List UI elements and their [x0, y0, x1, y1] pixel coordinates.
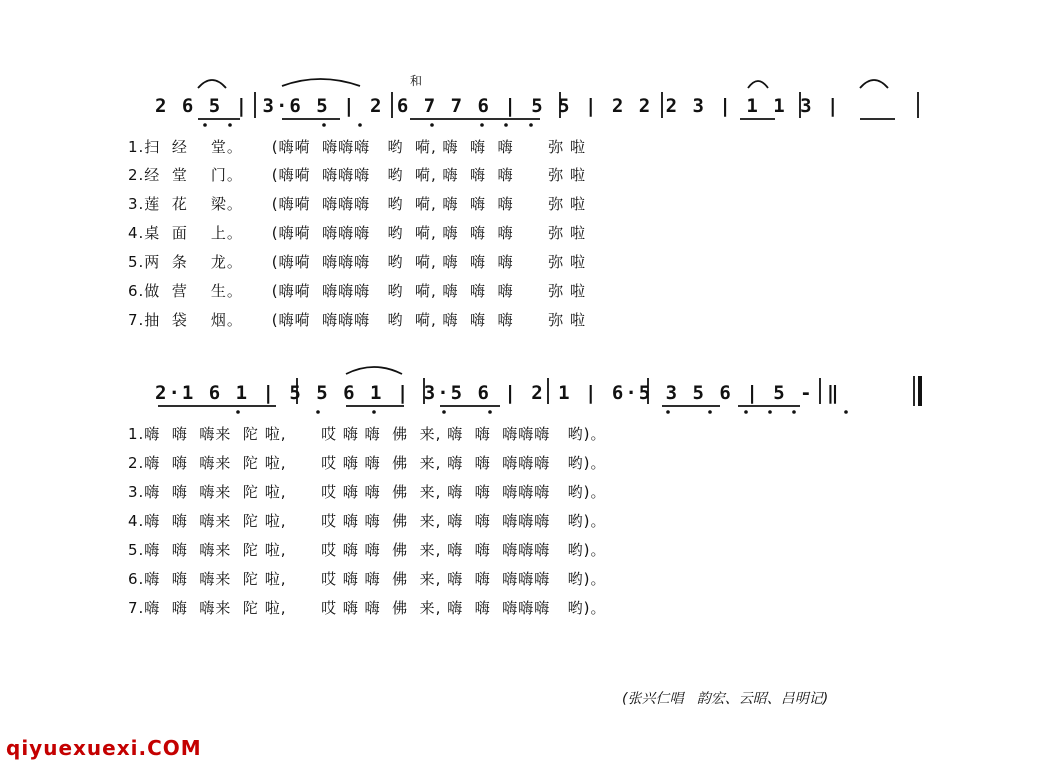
lyric-line: 3.莲 花 梁。 (嗨嗬 嗨嗨嗨 哟 嗬, 嗨 嗨 嗨 弥 啦 [128, 195, 586, 213]
octave-dot [768, 410, 772, 414]
lyric-line: 1.嗨 嗨 嗨来 陀 啦, 哎 嗨 嗨 佛 来, 嗨 嗨 嗨嗨嗨 哟)。 [128, 425, 607, 443]
octave-dot [744, 410, 748, 414]
slur-mark [748, 81, 768, 88]
slur-mark [282, 79, 360, 86]
octave-dot [372, 410, 376, 414]
octave-dot [322, 123, 326, 127]
lyric-line: 2.嗨 嗨 嗨来 陀 啦, 哎 嗨 嗨 佛 来, 嗨 嗨 嗨嗨嗨 哟)。 [128, 454, 607, 472]
slur-mark [346, 367, 402, 374]
octave-dot [792, 410, 796, 414]
lyric-line: 1.扫 经 堂。 (嗨嗬 嗨嗨嗨 哟 嗬, 嗨 嗨 嗨 弥 啦 [128, 138, 586, 156]
octave-dot [708, 410, 712, 414]
octave-dot [203, 123, 207, 127]
lyric-line: 2.经 堂 门。 (嗨嗬 嗨嗨嗨 哟 嗬, 嗨 嗨 嗨 弥 啦 [128, 166, 586, 184]
octave-dot [442, 410, 446, 414]
lyric-line: 5.两 条 龙。 (嗨嗬 嗨嗨嗨 哟 嗬, 嗨 嗨 嗨 弥 啦 [128, 253, 586, 271]
site-watermark: qiyuexuexi.COM [6, 736, 202, 760]
octave-dot [844, 410, 848, 414]
octave-dot [236, 410, 240, 414]
octave-dot [358, 123, 362, 127]
slur-mark [860, 80, 888, 88]
lyric-line: 3.嗨 嗨 嗨来 陀 啦, 哎 嗨 嗨 佛 来, 嗨 嗨 嗨嗨嗨 哟)。 [128, 483, 607, 501]
octave-dot [488, 410, 492, 414]
octave-dot [228, 123, 232, 127]
octave-dot [529, 123, 533, 127]
octave-dot [480, 123, 484, 127]
notation-line-2: 2·1 6 1 | 5 5 6 1 | 3·5 6 | 2 1 | 6·5 3 5 6 | 5 - ‖ [155, 382, 841, 404]
lyric-line: 6.嗨 嗨 嗨来 陀 啦, 哎 嗨 嗨 佛 来, 嗨 嗨 嗨嗨嗨 哟)。 [128, 570, 607, 588]
octave-dot [316, 410, 320, 414]
lyric-line: 7.嗨 嗨 嗨来 陀 啦, 哎 嗨 嗨 佛 来, 嗨 嗨 嗨嗨嗨 哟)。 [128, 599, 607, 617]
octave-dot [430, 123, 434, 127]
lyric-line: 7.抽 袋 烟。 (嗨嗬 嗨嗨嗨 哟 嗬, 嗨 嗨 嗨 弥 啦 [128, 311, 586, 329]
lyric-line: 6.做 营 生。 (嗨嗬 嗨嗨嗨 哟 嗬, 嗨 嗨 嗨 弥 啦 [128, 282, 586, 300]
harmony-mark: 和 [410, 74, 423, 88]
octave-dot [666, 410, 670, 414]
lyric-line: 5.嗨 嗨 嗨来 陀 啦, 哎 嗨 嗨 佛 来, 嗨 嗨 嗨嗨嗨 哟)。 [128, 541, 607, 559]
performer-credit: (张兴仁唱 韵宏、云昭、吕明记) [622, 691, 829, 707]
octave-dot [504, 123, 508, 127]
slur-mark [198, 80, 226, 88]
lyric-line: 4.桌 面 上。 (嗨嗬 嗨嗨嗨 哟 嗬, 嗨 嗨 嗨 弥 啦 [128, 224, 586, 242]
final-barline [918, 376, 922, 406]
notation-line-1: 2 6 5 | 3·6 5 | 2 6 7 7 6 | 5 5 | 2 2 2 3 | 1 1 3 | [155, 95, 841, 117]
lyric-line: 4.嗨 嗨 嗨来 陀 啦, 哎 嗨 嗨 佛 来, 嗨 嗨 嗨嗨嗨 哟)。 [128, 512, 607, 530]
